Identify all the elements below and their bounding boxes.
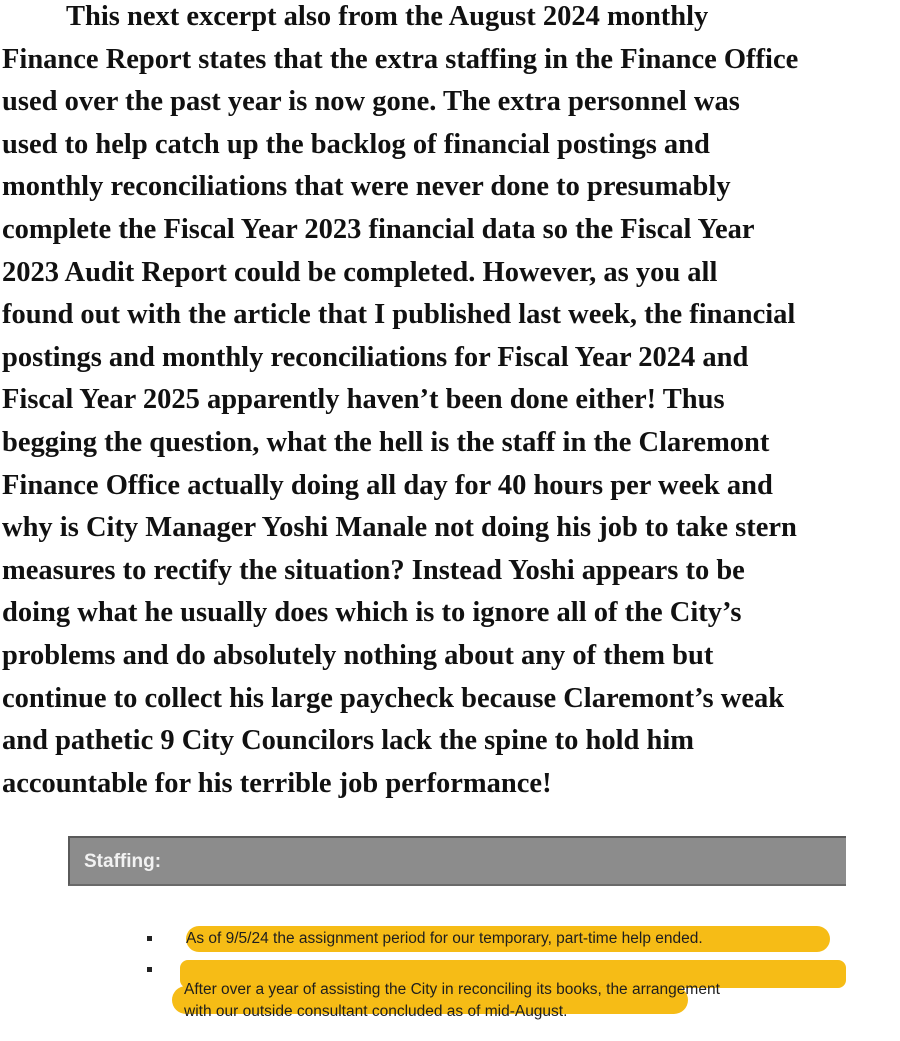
article-line: used to help catch up the backlog of financial postings and [2, 128, 710, 160]
article-line: used over the past year is now gone. The extra personnel was [2, 86, 740, 118]
bullet-text-line: with our outside consultant concluded as of mid-August. [184, 1003, 568, 1020]
article-line: continue to collect his large paycheck because Claremont’s weak [2, 682, 785, 714]
bullet-text-line: After over a year of assisting the City in reconciling its books, the arrangement [184, 981, 720, 998]
report-excerpt-image [68, 836, 846, 1036]
bullet-text: As of 9/5/24 the assignment period for our temporary, part-time help ended. [186, 930, 703, 947]
list-item [144, 930, 844, 948]
article-line: postings and monthly reconciliations for Fiscal Year 2024 and [2, 341, 749, 373]
article-line: Finance Office actually doing all day for 40 hours per week and [2, 469, 773, 501]
article-line: monthly reconciliations that were never done to presumably [2, 171, 731, 203]
article-line: found out with the article that I published last week, the financial [2, 299, 796, 331]
bullet-icon [147, 967, 152, 972]
section-title: Staffing: [84, 851, 162, 872]
bullet-text [184, 961, 884, 1040]
article-line: accountable for his terrible job performance! [2, 767, 552, 799]
section-header-bar [68, 836, 846, 886]
article-body [2, 0, 900, 805]
list-item [144, 961, 844, 1041]
article-line: Fiscal Year 2025 apparently haven’t been done either! Thus [2, 384, 725, 416]
article-line: measures to rectify the situation? Instead Yoshi appears to be [2, 554, 745, 586]
article-line: and pathetic 9 City Councilors lack the spine to hold him [2, 725, 694, 757]
article-line: problems and do absolutely nothing about any of them but [2, 639, 714, 671]
article-line: 2023 Audit Report could be completed. However, as you all [2, 256, 718, 288]
article-line: Finance Report states that the extra staffing in the Finance Office [2, 43, 799, 75]
article-line: why is City Manager Yoshi Manale not doing his job to take stern [2, 512, 797, 544]
bullet-icon [147, 936, 152, 941]
article-line: This next excerpt also from the August 2024 monthly [66, 1, 709, 32]
article-line: complete the Fiscal Year 2023 financial data so the Fiscal Year [2, 213, 755, 245]
article-line: doing what he usually does which is to ignore all of the City’s [2, 597, 742, 629]
article-line: begging the question, what the hell is the staff in the Claremont [2, 426, 770, 458]
